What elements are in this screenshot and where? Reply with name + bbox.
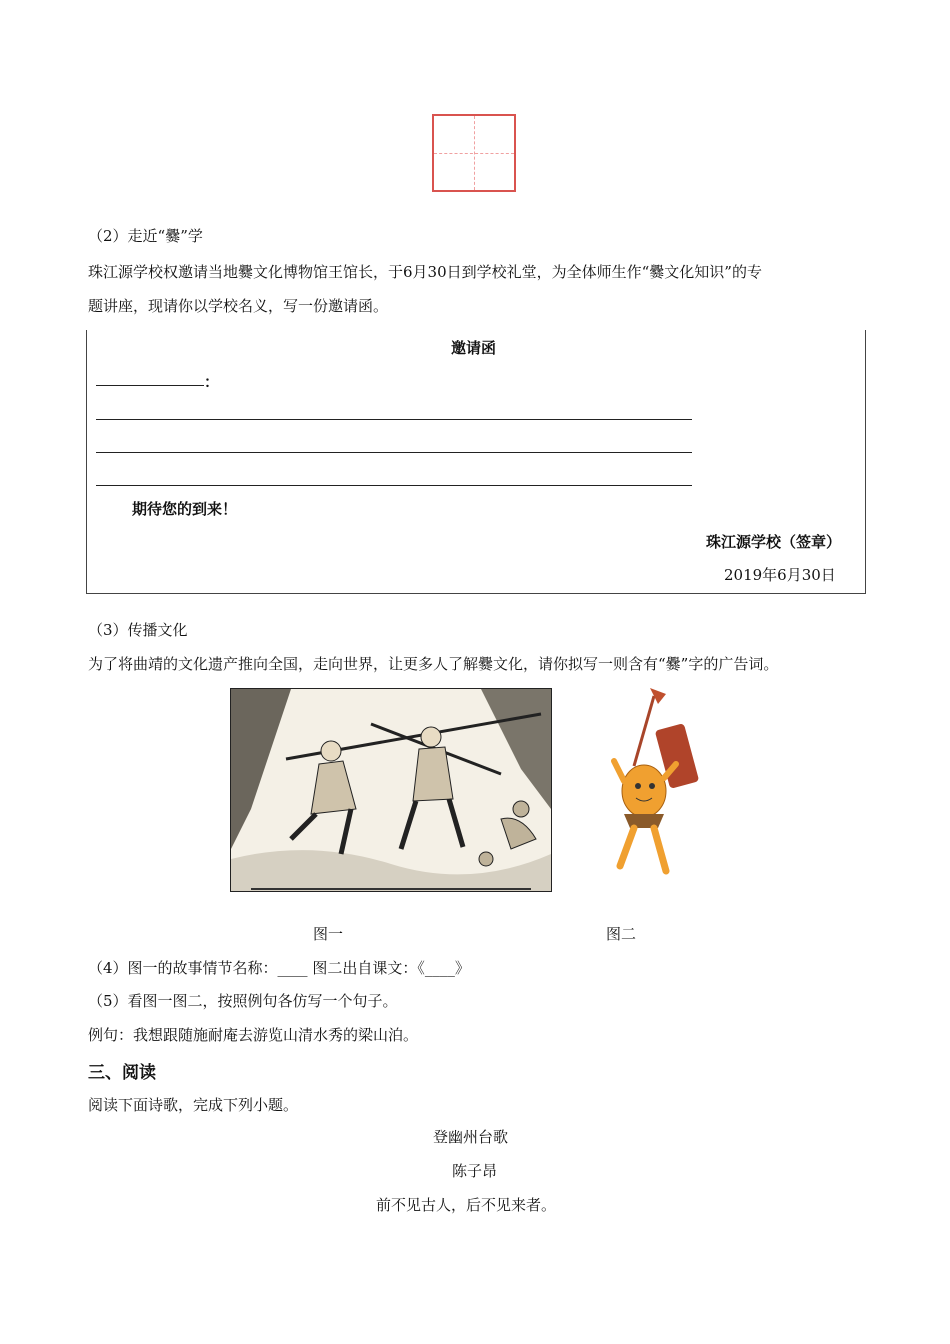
figure-one-illustration bbox=[231, 689, 551, 891]
invitation-box bbox=[86, 330, 866, 594]
answer-line-2[interactable] bbox=[96, 452, 692, 453]
salutation-blank-line[interactable] bbox=[96, 385, 204, 386]
reading-instruction: 阅读下面诗歌，完成下列小题。 bbox=[88, 1096, 299, 1114]
invitation-title: 邀请函 bbox=[451, 339, 497, 357]
poem-title: 登幽州台歌 bbox=[433, 1128, 509, 1146]
answer-line-3[interactable] bbox=[96, 485, 692, 486]
question-4: （4）图一的故事情节名称：____ 图二出自课文：《____》 bbox=[88, 959, 470, 977]
reading-section-heading: 三、阅读 bbox=[88, 1063, 156, 1083]
example-sentence: 例句：我想跟随施耐庵去游览山清水秀的梁山泊。 bbox=[88, 1026, 419, 1044]
figure-two-image bbox=[594, 686, 704, 886]
grid-guide-vertical bbox=[474, 116, 475, 190]
poem-line-1: 前不见古人，后不见来者。 bbox=[376, 1196, 557, 1214]
figure-one-image bbox=[230, 688, 552, 892]
question-5: （5）看图一图二，按照例句各仿写一个句子。 bbox=[88, 992, 398, 1010]
figure-two-illustration bbox=[594, 686, 704, 886]
answer-line-1[interactable] bbox=[96, 419, 692, 420]
figure-two-caption: 图二 bbox=[606, 925, 637, 943]
section2-paragraph-line2: 题讲座，现请你以学校名义，写一份邀请函。 bbox=[88, 297, 389, 315]
section3-prompt: 为了将曲靖的文化遗产推向全国，走向世界，让更多人了解爨文化，请你拟写一则含有“爨”字的广告词。 bbox=[88, 655, 779, 673]
section2-heading: （2）走近“爨”学 bbox=[88, 227, 203, 245]
invitation-signature: 珠江源学校（签章） bbox=[706, 533, 842, 551]
invitation-date: 2019年6月30日 bbox=[724, 566, 836, 584]
section3-heading: （3）传播文化 bbox=[88, 621, 188, 639]
figure-one-caption: 图一 bbox=[313, 925, 344, 943]
poem-author: 陈子昂 bbox=[452, 1162, 498, 1180]
writing-grid-box[interactable] bbox=[432, 114, 516, 192]
salutation-colon: ： bbox=[204, 373, 220, 391]
section2-paragraph-line1: 珠江源学校权邀请当地爨文化博物馆王馆长，于6月30日到学校礼堂，为全体师生作“爨文化知识”的专 bbox=[88, 263, 762, 281]
invitation-closing: 期待您的到来！ bbox=[132, 500, 238, 518]
